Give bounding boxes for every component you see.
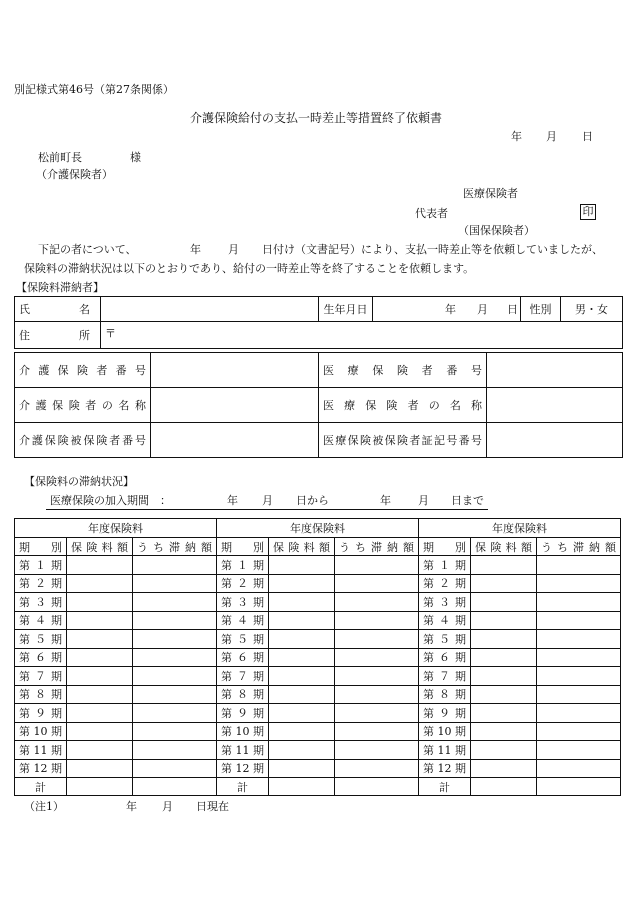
sex-value-cell[interactable] — [561, 297, 623, 322]
period-label: 第９期 — [217, 704, 269, 723]
period-label: 第３期 — [15, 593, 67, 612]
table-row — [419, 741, 621, 760]
birth-value-cell[interactable] — [373, 297, 521, 322]
table-row — [419, 593, 621, 612]
issuer-role: （国保保険者） — [458, 224, 535, 237]
period-label: 第10期 — [217, 722, 269, 741]
arrears-amount-cell[interactable] — [537, 667, 621, 686]
arrears-amount-cell[interactable] — [133, 667, 217, 686]
table-row — [217, 648, 419, 667]
premium-amount-cell[interactable] — [269, 593, 335, 612]
premium-amount-cell[interactable] — [471, 759, 537, 778]
document-title: 介護保険給付の支払一時差止等措置終了依頼書 — [190, 111, 443, 125]
period-label: 第10期 — [15, 722, 67, 741]
arrears-amount-cell[interactable] — [335, 685, 419, 704]
care-insurer-name-label: 介護保険者の名称 — [19, 399, 146, 412]
period-label: 第４期 — [217, 611, 269, 630]
premium-amount-cell[interactable] — [471, 593, 537, 612]
period-label: 第７期 — [15, 667, 67, 686]
table-row — [15, 574, 217, 593]
premium-amount-cell[interactable] — [471, 685, 537, 704]
total-amount-cell[interactable] — [471, 778, 537, 796]
premium-amount-cell[interactable] — [269, 648, 335, 667]
arrears-amount-cell[interactable] — [133, 722, 217, 741]
table-row — [15, 741, 217, 760]
arrears-amount-cell[interactable] — [537, 574, 621, 593]
period-label: 第３期 — [217, 593, 269, 612]
arrears-amount-cell[interactable] — [335, 741, 419, 760]
total-amount-cell[interactable] — [269, 778, 335, 796]
total-amount-cell[interactable] — [67, 778, 133, 796]
period-label: 第８期 — [419, 685, 471, 704]
arrears-table-3 — [418, 518, 621, 796]
address-label-cell — [15, 322, 101, 349]
period-label: 第５期 — [217, 630, 269, 649]
arrears-amount-cell[interactable] — [133, 741, 217, 760]
period-label: 第10期 — [419, 722, 471, 741]
premium-amount-cell[interactable] — [269, 556, 335, 575]
col-amount-header: 保険料額 — [67, 538, 133, 556]
id-right-label-cell — [319, 388, 487, 423]
col-arrears-header: うち滞納額 — [537, 538, 621, 556]
arrears-amount-cell[interactable] — [133, 704, 217, 723]
table-row — [15, 630, 217, 649]
year-premium-header: 年度保険料 — [217, 519, 419, 538]
total-arrears-cell[interactable] — [133, 778, 217, 796]
period-label: 第８期 — [15, 685, 67, 704]
date-month: 月 — [546, 130, 557, 143]
total-label: 計 — [217, 778, 269, 796]
col-arrears-header: うち滞納額 — [335, 538, 419, 556]
table-row — [419, 556, 621, 575]
period-from: 日から — [296, 494, 329, 507]
total-arrears-cell[interactable] — [537, 778, 621, 796]
premium-amount-cell[interactable] — [67, 667, 133, 686]
table-row — [15, 593, 217, 612]
table-row — [15, 648, 217, 667]
premium-amount-cell[interactable] — [269, 574, 335, 593]
period-label: 第１期 — [15, 556, 67, 575]
premium-amount-cell[interactable] — [269, 630, 335, 649]
arrears-amount-cell[interactable] — [133, 759, 217, 778]
period-label: 第１期 — [217, 556, 269, 575]
care-insured-number-label: 介護保険被保険者番号 — [19, 434, 146, 447]
period-label: 第11期 — [15, 741, 67, 760]
premium-amount-cell[interactable] — [471, 648, 537, 667]
period-label: 第７期 — [217, 667, 269, 686]
footer-year: 年 — [126, 800, 137, 813]
arrears-amount-cell[interactable] — [133, 593, 217, 612]
table-row — [217, 630, 419, 649]
addressee: 松前町長 — [38, 151, 82, 164]
period-month-1: 月 — [262, 494, 273, 507]
premium-amount-cell[interactable] — [269, 741, 335, 760]
birth-label-cell — [319, 297, 373, 322]
premium-amount-cell[interactable] — [67, 593, 133, 612]
premium-amount-cell[interactable] — [471, 704, 537, 723]
table-row — [15, 722, 217, 741]
premium-amount-cell[interactable] — [269, 704, 335, 723]
table-row — [15, 759, 217, 778]
period-label: 第２期 — [15, 574, 67, 593]
table-row — [217, 759, 419, 778]
medical-insured-cert-value[interactable] — [487, 423, 623, 458]
table-row — [15, 685, 217, 704]
body-line2: 保険料の滞納状況は以下のとおりであり、給付の一時差止等を終了することを依頼します。 — [24, 262, 475, 275]
premium-amount-cell[interactable] — [269, 685, 335, 704]
section-arrears-heading: 【保険料の滞納状況】 — [24, 475, 134, 488]
postal-mark: 〒 — [105, 327, 116, 340]
body-line1-b: 日付け（文書記号）により、支払一時差止等を依頼していましたが、 — [262, 243, 603, 256]
premium-amount-cell[interactable] — [471, 722, 537, 741]
arrears-amount-cell[interactable] — [537, 685, 621, 704]
table-row — [217, 574, 419, 593]
period-label: 第４期 — [419, 611, 471, 630]
id-left-label-cell — [15, 353, 151, 388]
table-row — [217, 667, 419, 686]
year-premium-header: 年度保険料 — [419, 519, 621, 538]
arrears-amount-cell[interactable] — [537, 722, 621, 741]
table-row — [217, 593, 419, 612]
premium-amount-cell[interactable] — [471, 630, 537, 649]
table-row — [419, 685, 621, 704]
period-label: 第11期 — [419, 741, 471, 760]
col-period-header: 期 別 — [217, 538, 269, 556]
name-label-cell — [15, 297, 101, 322]
period-year-2: 年 — [380, 494, 391, 507]
premium-amount-cell[interactable] — [471, 667, 537, 686]
premium-amount-cell[interactable] — [67, 611, 133, 630]
date-day: 日 — [582, 130, 593, 143]
note-label: （注1） — [24, 800, 64, 813]
id-left-label-cell — [15, 388, 151, 423]
col-amount-header: 保険料額 — [471, 538, 537, 556]
sex-value: 男・女 — [575, 303, 608, 316]
col-period-header: 期 別 — [15, 538, 67, 556]
medical-insurer-number-label: 医療保険者番号 — [323, 364, 482, 377]
arrears-amount-cell[interactable] — [133, 556, 217, 575]
premium-amount-cell[interactable] — [269, 722, 335, 741]
arrears-amount-cell[interactable] — [537, 611, 621, 630]
period-label: 第６期 — [15, 648, 67, 667]
representative-label: 代表者 — [415, 207, 448, 220]
footer-month: 月 — [162, 800, 173, 813]
table-row — [419, 722, 621, 741]
col-period-header: 期 別 — [419, 538, 471, 556]
date-year: 年 — [511, 130, 522, 143]
premium-amount-cell[interactable] — [471, 741, 537, 760]
arrears-amount-cell[interactable] — [537, 556, 621, 575]
table-row — [419, 667, 621, 686]
id-left-label-cell — [15, 423, 151, 458]
table-row — [217, 611, 419, 630]
sex-label-cell — [521, 297, 561, 322]
body-line1-year: 年 — [190, 243, 201, 256]
table-row — [15, 556, 217, 575]
premium-amount-cell[interactable] — [67, 630, 133, 649]
table-row — [217, 556, 419, 575]
period-label: 第６期 — [217, 648, 269, 667]
arrears-amount-cell[interactable] — [133, 574, 217, 593]
id-right-label-cell — [319, 423, 487, 458]
address-value-cell[interactable] — [101, 322, 623, 349]
col-arrears-header: うち滞納額 — [133, 538, 217, 556]
premium-amount-cell[interactable] — [67, 685, 133, 704]
premium-amount-cell[interactable] — [269, 667, 335, 686]
arrears-amount-cell[interactable] — [133, 648, 217, 667]
premium-amount-cell[interactable] — [471, 574, 537, 593]
delinquent-info-table — [14, 296, 623, 349]
table-row — [15, 667, 217, 686]
table-row — [217, 722, 419, 741]
premium-amount-cell[interactable] — [471, 556, 537, 575]
footer-as-of: 日現在 — [196, 800, 229, 813]
section-delinquent-heading: 【保険料滞納者】 — [16, 281, 104, 294]
address-label: 住 所 — [19, 329, 90, 342]
table-row — [419, 630, 621, 649]
period-underline — [46, 509, 488, 510]
premium-amount-cell[interactable] — [269, 759, 335, 778]
period-label: 第３期 — [419, 593, 471, 612]
arrears-amount-cell[interactable] — [133, 630, 217, 649]
birth-month: 月 — [477, 303, 488, 316]
period-label: 第12期 — [15, 759, 67, 778]
arrears-amount-cell[interactable] — [537, 741, 621, 760]
table-row — [217, 741, 419, 760]
table-row — [15, 611, 217, 630]
premium-amount-cell[interactable] — [67, 741, 133, 760]
period-label: 第９期 — [15, 704, 67, 723]
premium-amount-cell[interactable] — [67, 574, 133, 593]
arrears-amount-cell[interactable] — [335, 704, 419, 723]
arrears-amount-cell[interactable] — [335, 593, 419, 612]
period-label: 第６期 — [419, 648, 471, 667]
addressee-role: （介護保険者） — [36, 168, 113, 181]
seal-stamp-box: 印 — [580, 204, 596, 220]
premium-amount-cell[interactable] — [67, 556, 133, 575]
name-label: 氏 名 — [19, 303, 90, 316]
arrears-amount-cell[interactable] — [537, 704, 621, 723]
issuer-label: 医療保険者 — [463, 187, 518, 200]
period-label: 第５期 — [419, 630, 471, 649]
arrears-amount-cell[interactable] — [335, 667, 419, 686]
table-row — [419, 759, 621, 778]
name-value-cell[interactable] — [101, 297, 319, 322]
table-row — [419, 648, 621, 667]
arrears-amount-cell[interactable] — [335, 556, 419, 575]
id-right-label-cell — [319, 353, 487, 388]
arrears-amount-cell[interactable] — [537, 630, 621, 649]
premium-amount-cell[interactable] — [67, 759, 133, 778]
period-year-1: 年 — [227, 494, 238, 507]
arrears-table-1 — [14, 518, 217, 796]
period-label: 第７期 — [419, 667, 471, 686]
table-row — [419, 611, 621, 630]
premium-amount-cell[interactable] — [269, 611, 335, 630]
premium-amount-cell[interactable] — [67, 722, 133, 741]
arrears-amount-cell[interactable] — [537, 593, 621, 612]
total-label: 計 — [419, 778, 471, 796]
period-label: 第12期 — [217, 759, 269, 778]
period-label: 第１期 — [419, 556, 471, 575]
period-label: 第４期 — [15, 611, 67, 630]
insurer-ids-table — [14, 352, 623, 458]
period-label: 第８期 — [217, 685, 269, 704]
form-number: 別記様式第46号（第27条関係） — [14, 83, 174, 96]
year-premium-header: 年度保険料 — [15, 519, 217, 538]
table-row — [419, 574, 621, 593]
period-label: 第12期 — [419, 759, 471, 778]
sex-label: 性別 — [529, 303, 552, 316]
care-insured-number-value[interactable] — [151, 423, 319, 458]
period-label: 第２期 — [217, 574, 269, 593]
arrears-amount-cell[interactable] — [335, 574, 419, 593]
addressee-honorific: 様 — [130, 151, 141, 164]
birth-year: 年 — [445, 303, 456, 316]
arrears-amount-cell[interactable] — [335, 722, 419, 741]
arrears-amount-cell[interactable] — [537, 759, 621, 778]
arrears-table-2 — [216, 518, 419, 796]
premium-amount-cell[interactable] — [471, 611, 537, 630]
premium-amount-cell[interactable] — [67, 704, 133, 723]
arrears-amount-cell[interactable] — [335, 611, 419, 630]
care-insurer-number-value[interactable] — [151, 353, 319, 388]
period-label: 第５期 — [15, 630, 67, 649]
arrears-amount-cell[interactable] — [133, 611, 217, 630]
period-month-2: 月 — [418, 494, 429, 507]
birth-day: 日 — [507, 303, 518, 316]
period-label: 第２期 — [419, 574, 471, 593]
col-amount-header: 保険料額 — [269, 538, 335, 556]
medical-insured-cert-label: 医療保険被保険者証記号番号 — [323, 434, 482, 447]
arrears-amount-cell[interactable] — [335, 630, 419, 649]
table-row — [217, 685, 419, 704]
care-insurer-name-value[interactable] — [151, 388, 319, 423]
arrears-amount-cell[interactable] — [133, 685, 217, 704]
period-label: 医療保険の加入期間 ： — [50, 494, 171, 507]
care-insurer-number-label: 介護保険者番号 — [19, 364, 146, 377]
period-label: 第11期 — [217, 741, 269, 760]
body-line1-a: 下記の者について、 — [38, 243, 137, 256]
medical-insurer-name-value[interactable] — [487, 388, 623, 423]
table-row — [419, 704, 621, 723]
table-row — [15, 704, 217, 723]
period-label: 第９期 — [419, 704, 471, 723]
table-row — [217, 704, 419, 723]
arrears-amount-cell[interactable] — [335, 648, 419, 667]
premium-amount-cell[interactable] — [67, 648, 133, 667]
body-line1-month: 月 — [228, 243, 239, 256]
medical-insurer-name-label: 医療保険者の名称 — [323, 399, 482, 412]
arrears-amount-cell[interactable] — [335, 759, 419, 778]
period-to: 日まで — [451, 494, 484, 507]
total-label: 計 — [15, 778, 67, 796]
arrears-amount-cell[interactable] — [537, 648, 621, 667]
birth-label: 生年月日 — [323, 303, 368, 316]
total-arrears-cell[interactable] — [335, 778, 419, 796]
medical-insurer-number-value[interactable] — [487, 353, 623, 388]
